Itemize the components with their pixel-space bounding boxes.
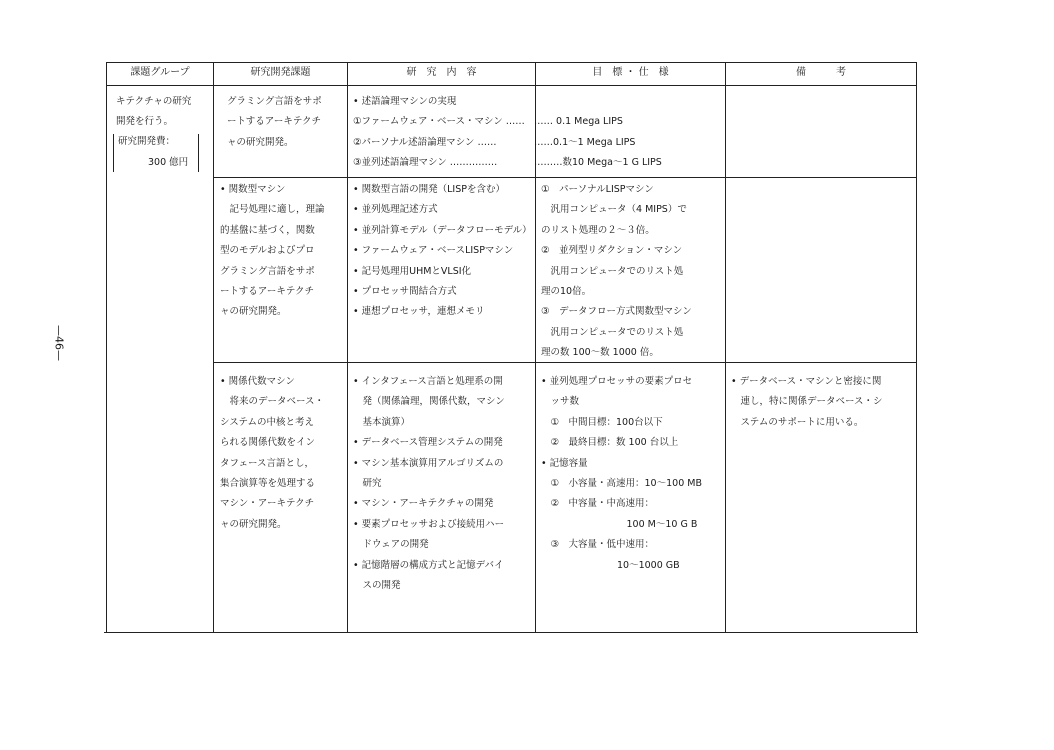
cell-line: タフェース言語とし， (220, 457, 315, 469)
header-target: 目 標 ・ 仕 様 (592, 67, 669, 78)
col-separator-1 (213, 62, 214, 633)
cell-line: • 並列計算モデル（データフローモデル） (353, 224, 532, 236)
cell-line: • マシン・アーキテクチャの開発 (353, 498, 494, 510)
cell-line: • マシン基本演算用アルゴリズムの (353, 457, 504, 469)
cell-line: 汎用コンピュータ（4 MIPS）で (541, 204, 687, 216)
cell-line: • 並列処理プロセッサの要素プロセ (541, 376, 693, 387)
cell-line: • 関数型言語の開発（LISPを含む） (353, 184, 505, 195)
cell-line: ③ 大容量・低中速用： (541, 539, 655, 551)
cell-line: ッサ数 (541, 396, 580, 408)
cell-line: • 関数型マシン (220, 184, 286, 195)
cell-line: ② 中容量・中高速用： (541, 498, 655, 510)
col-separator-4 (725, 62, 726, 633)
cell-line: 基本演算） (353, 416, 411, 428)
cell-line: ステムのサポートに用いる。 (731, 416, 864, 428)
cell-line: 10～1000 GB (541, 559, 680, 571)
cell-line: られる関係代数をイン (220, 437, 316, 449)
cell-line: 連し，特に関係データベース・シ (731, 396, 883, 408)
cell-line (534, 92, 662, 112)
cell-line: 研究 (353, 477, 382, 489)
cell-line: ………数10 Mega～1 G LIPS (534, 157, 662, 169)
cell-line: ② 並列型リダクション・マシン (541, 245, 683, 257)
group-line: 開発を行う。 (116, 116, 174, 128)
cell-line: 100 M～10 G B (541, 518, 698, 530)
cell-line: 記号処理に適し，理論 (220, 204, 325, 216)
cell-line: …… 0.1 Mega LIPS (534, 116, 623, 128)
cell-line: • データベース・マシンと密接に関 (731, 376, 882, 387)
cell-line: • データベース管理システムの開発 (353, 437, 503, 449)
cell-line: マシン・アーキテクチ (220, 498, 315, 510)
cell-line: • ファームウェア・ベースLISPマシン (353, 245, 514, 257)
cell-line: ③並列述語論理マシン …………… (353, 157, 498, 169)
cell-line: • 述語論理マシンの実現 (353, 96, 457, 107)
header-task: 研究開発課題 (250, 67, 311, 78)
cell-line: ① 小容量・高速用：10～100 MB (541, 477, 702, 489)
cell-line: • 並列処理記述方式 (353, 204, 438, 216)
col-separator-2 (347, 62, 348, 633)
cell-line: ドウェアの開発 (353, 539, 429, 551)
cell-line: ②パーソナル述語論理マシン …… (353, 136, 497, 148)
cell-line: 発（関係論理，関係代数，マシン (353, 396, 505, 408)
row-3-remarks (731, 372, 883, 433)
table-right-border (916, 62, 917, 633)
cell-line: • 連想プロセッサ，連想メモリ (353, 306, 485, 318)
cell-line: ャの研究開発。 (227, 136, 294, 148)
cell-line: 型のモデルおよびプロ (220, 245, 315, 257)
cell-line: システムの中核と考え (220, 416, 315, 428)
budget-bracket (113, 134, 199, 172)
cell-line: • インタフェース言語と処理系の開 (353, 376, 503, 387)
cell-line: 将来のデータベース・ (220, 396, 325, 408)
header-content: 研 究 内 容 (406, 67, 477, 78)
table-left-border (106, 62, 107, 633)
cell-line: グラミング言語をサポ (227, 96, 322, 107)
cell-line: 汎用コンピュータでのリスト処 (541, 265, 684, 277)
cell-line: 集合演算等を処理する (220, 477, 316, 489)
group-line: キテクチャの研究 (116, 96, 192, 107)
cell-line: ャの研究開発。 (220, 306, 287, 318)
row-separator-1 (213, 177, 916, 178)
row-3-target (541, 372, 702, 576)
header-separator (106, 85, 916, 86)
cell-line: ……0.1～1 Mega LIPS (534, 136, 636, 148)
cell-line: のリスト処理の２～３倍。 (541, 224, 655, 236)
cell-line: ① パーソナルLISPマシン (541, 184, 654, 195)
cell-line: ③ データフロー方式関数型マシン (541, 306, 692, 318)
cell-line: 理の数 100～数 1000 倍。 (541, 347, 659, 359)
header-remarks: 備 考 (796, 67, 846, 78)
cell-line: ートするアーキテクチ (227, 116, 322, 128)
cell-line: • 記号処理用UHMとVLSI化 (353, 265, 472, 277)
row-1-task (227, 92, 322, 153)
cell-line: ①ファームウェア・ベース・マシン …… (353, 116, 525, 128)
header-group: 課題グループ (130, 67, 190, 78)
row-3-task (220, 372, 324, 535)
cell-line: • プロセッサ間結合方式 (353, 285, 457, 297)
group-description (116, 92, 191, 133)
row-3-content (353, 372, 505, 596)
cell-line: 汎用コンピュータでのリスト処 (541, 326, 684, 338)
cell-line: ① 中間目標：100台以下 (541, 416, 663, 428)
row-2-target (541, 180, 692, 364)
row-2-content (353, 180, 532, 323)
cell-line: • 記憶階層の構成方式と記憶デバイ (353, 559, 504, 571)
cell-line: • 記憶容量 (541, 457, 588, 469)
row-1-target (534, 92, 662, 174)
cell-line: 理の10倍。 (541, 285, 592, 297)
row-1-content (353, 92, 525, 174)
cell-line: • 要素プロセッサおよび接続用ハー (353, 518, 505, 530)
row-2-task (220, 180, 325, 323)
budget-value: 300 億円 (148, 157, 189, 168)
cell-line: 的基盤に基づく，関数 (220, 224, 315, 236)
budget-label: 研究開発費： (118, 136, 176, 147)
cell-line: • 関係代数マシン (220, 376, 295, 387)
page-number-text: —46— (52, 325, 66, 361)
table-bottom-border (104, 632, 918, 633)
cell-line: グラミング言語をサポ (220, 265, 315, 277)
cell-line: ャの研究開発。 (220, 518, 287, 530)
cell-line: スの開発 (353, 579, 401, 591)
page-number (52, 325, 66, 364)
cell-line: ② 最終目標：数 100 台以上 (541, 437, 679, 449)
cell-line: ートするアーキテクチ (220, 285, 315, 297)
